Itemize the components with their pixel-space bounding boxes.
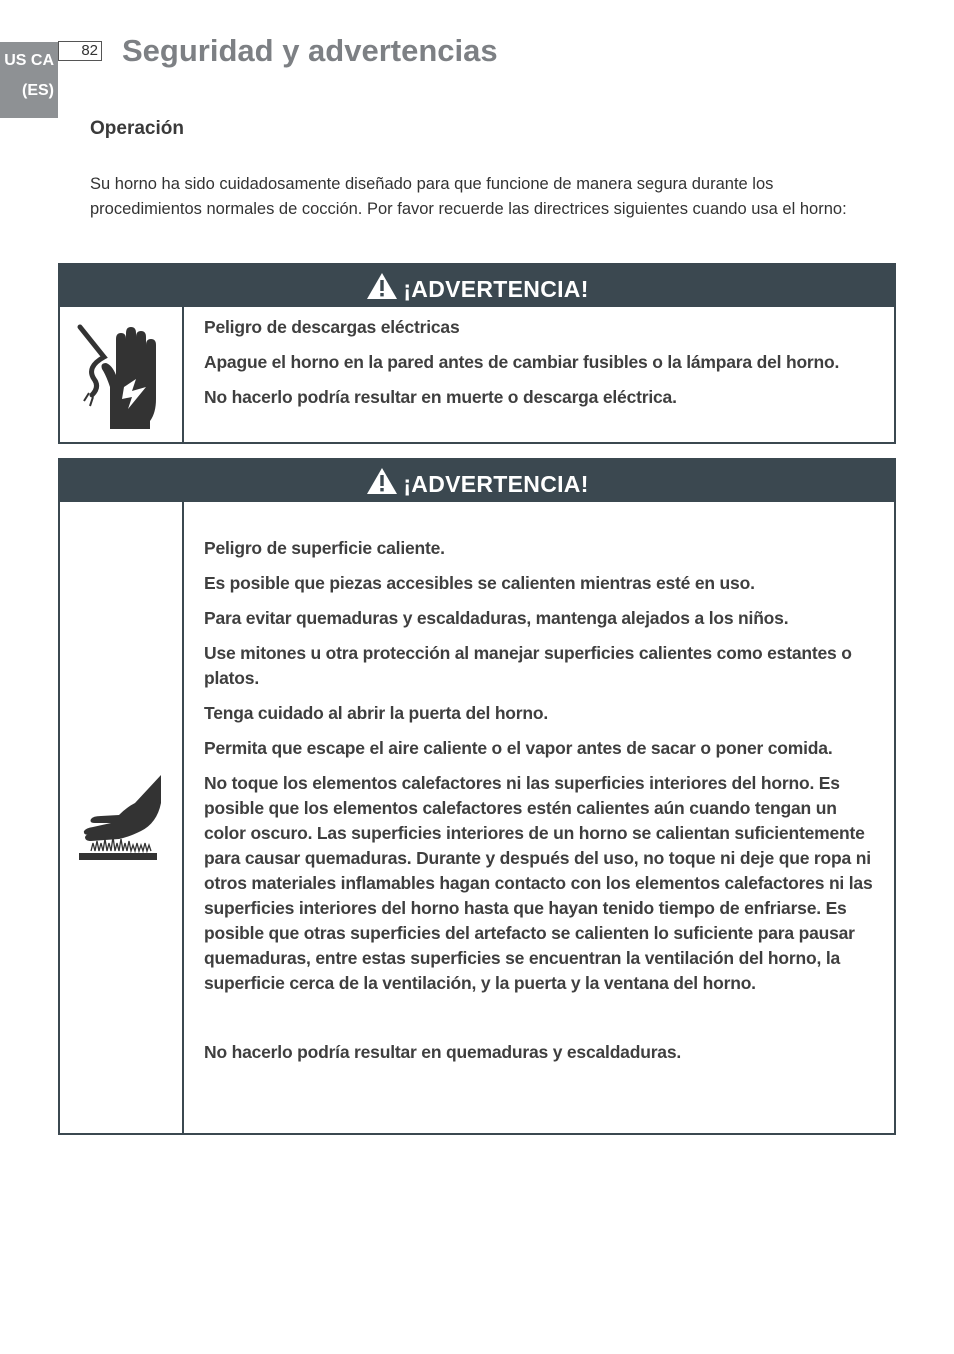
- hot-surface-hand-icon: [79, 773, 163, 863]
- warning-line: No hacerlo podría resultar en quemaduras y escaldaduras.: [204, 1042, 682, 1062]
- warning-icon-cell: [60, 307, 184, 442]
- region-language: (ES): [22, 82, 54, 99]
- warning-line: Permita que escape el aire caliente o el vapor antes de sacar o poner comida.: [204, 738, 833, 758]
- warning-header: [60, 460, 894, 502]
- page-number: 82: [58, 41, 102, 61]
- warning-header: [60, 265, 894, 307]
- warning-line: Apague el horno en la pared antes de cambiar fusibles o la lámpara del horno.: [204, 352, 840, 372]
- warning-line: Peligro de descargas eléctricas: [204, 317, 460, 337]
- warning-triangle-icon: [365, 466, 399, 496]
- warning-line: Use mitones u otra protección al manejar superficies calientes como estantes o platos.: [204, 643, 852, 688]
- warning-line: No toque los elementos calefactores ni las superficies interiores del horno. Es posible que los elementos calefactores estén calientes aún cuando tengan un color oscuro. Las superficies interiores de un horno se calientan suficientemente para causar quemaduras. Durante y después del uso, no toque ni deje que ropa ni otros materiales inflamables hagan contacto con los elementos calefactores ni las superficies interiores del horno hasta que hayan tenido tiempo de enfriarse. Es posible que otras superficies del artefacto se calienten lo suficiente para pausar quemaduras, entre estas superficies se encuentran la ventilación del horno, la superficie cerca de la ventilación, y la puerta y la ventana del horno.: [204, 773, 873, 993]
- warning-line: Es posible que piezas accesibles se calienten mientras esté en uso.: [204, 573, 755, 593]
- page-title: Seguridad y advertencias: [122, 33, 498, 68]
- region-tab: [0, 42, 58, 118]
- warning-box-hot-surface: [58, 458, 896, 1135]
- warning-line: Peligro de superficie caliente.: [204, 538, 445, 558]
- warning-title: ¡ADVERTENCIA!: [403, 470, 589, 497]
- warning-line: Para evitar quemaduras y escaldaduras, mantenga alejados a los niños.: [204, 608, 789, 628]
- warning-title: ¡ADVERTENCIA!: [403, 275, 589, 302]
- warning-line: No hacerlo podría resultar en muerte o descarga eléctrica.: [204, 387, 677, 407]
- warning-triangle-icon: [365, 271, 399, 301]
- region-code: US CA: [4, 52, 54, 69]
- warning-line: Tenga cuidado al abrir la puerta del horno.: [204, 703, 549, 723]
- warning-icon-cell: [60, 502, 184, 1133]
- intro-paragraph: Su horno ha sido cuidadosamente diseñado para que funcione de manera segura durante los procedimientos normales de cocción. Por favor recuerde las directrices siguientes cuando usa el horno:: [90, 175, 847, 218]
- section-heading: Operación: [90, 118, 184, 139]
- warning-box-electric: [58, 263, 896, 444]
- electric-shock-hand-icon: [76, 317, 166, 432]
